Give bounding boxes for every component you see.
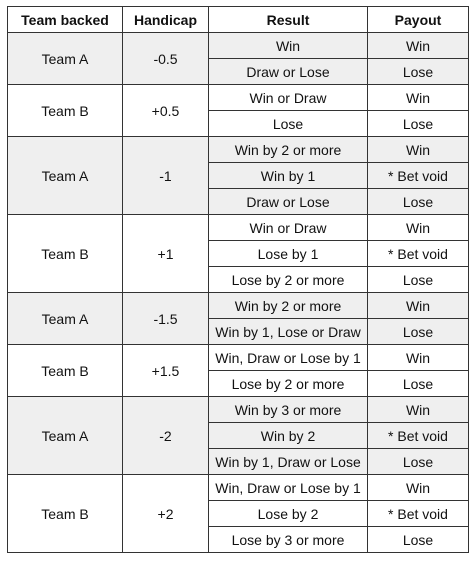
- payout-cell: Win: [368, 137, 469, 163]
- payout-cell: Win: [368, 345, 469, 371]
- handicap-cell: -2: [123, 397, 209, 475]
- team-backed-cell: Team A: [8, 137, 123, 215]
- result-cell: Lose: [209, 111, 368, 137]
- table-body: [8, 33, 469, 553]
- handicap-table: [7, 6, 469, 553]
- payout-cell: Win: [368, 215, 469, 241]
- result-cell: Win: [209, 33, 368, 59]
- header-result: Result: [209, 7, 368, 33]
- result-cell: Win by 2 or more: [209, 293, 368, 319]
- team-backed-cell: Team B: [8, 85, 123, 137]
- team-backed-cell: Team B: [8, 345, 123, 397]
- handicap-cell: +0.5: [123, 85, 209, 137]
- table-row: [8, 475, 469, 501]
- handicap-cell: -0.5: [123, 33, 209, 85]
- team-backed-cell: Team A: [8, 33, 123, 85]
- payout-cell: Lose: [368, 267, 469, 293]
- result-cell: Draw or Lose: [209, 189, 368, 215]
- handicap-cell: -1.5: [123, 293, 209, 345]
- payout-cell: * Bet void: [368, 423, 469, 449]
- header-payout: Payout: [368, 7, 469, 33]
- payout-cell: * Bet void: [368, 241, 469, 267]
- table-row: [8, 345, 469, 371]
- payout-cell: Lose: [368, 527, 469, 553]
- table-row: [8, 293, 469, 319]
- payout-cell: Lose: [368, 319, 469, 345]
- result-cell: Win by 2 or more: [209, 137, 368, 163]
- result-cell: Win or Draw: [209, 215, 368, 241]
- header-handicap: Handicap: [123, 7, 209, 33]
- team-backed-cell: Team B: [8, 475, 123, 553]
- table-row: [8, 33, 469, 59]
- team-backed-cell: Team A: [8, 293, 123, 345]
- table-row: [8, 215, 469, 241]
- payout-cell: Win: [368, 397, 469, 423]
- payout-cell: Win: [368, 33, 469, 59]
- payout-cell: Lose: [368, 59, 469, 85]
- header-row: [8, 7, 469, 33]
- result-cell: Win or Draw: [209, 85, 368, 111]
- payout-cell: Win: [368, 85, 469, 111]
- header-team-backed: Team backed: [8, 7, 123, 33]
- payout-cell: Lose: [368, 111, 469, 137]
- handicap-cell: -1: [123, 137, 209, 215]
- result-cell: Win by 3 or more: [209, 397, 368, 423]
- team-backed-cell: Team A: [8, 397, 123, 475]
- result-cell: Win, Draw or Lose by 1: [209, 475, 368, 501]
- result-cell: Lose by 2 or more: [209, 371, 368, 397]
- table-row: [8, 85, 469, 111]
- handicap-cell: +1: [123, 215, 209, 293]
- payout-cell: * Bet void: [368, 501, 469, 527]
- handicap-cell: +2: [123, 475, 209, 553]
- result-cell: Win by 1: [209, 163, 368, 189]
- result-cell: Draw or Lose: [209, 59, 368, 85]
- payout-cell: Win: [368, 475, 469, 501]
- result-cell: Win by 2: [209, 423, 368, 449]
- result-cell: Win by 1, Draw or Lose: [209, 449, 368, 475]
- payout-cell: Lose: [368, 449, 469, 475]
- payout-cell: Lose: [368, 371, 469, 397]
- handicap-cell: +1.5: [123, 345, 209, 397]
- result-cell: Lose by 2 or more: [209, 267, 368, 293]
- result-cell: Lose by 1: [209, 241, 368, 267]
- payout-cell: Lose: [368, 189, 469, 215]
- result-cell: Lose by 3 or more: [209, 527, 368, 553]
- team-backed-cell: Team B: [8, 215, 123, 293]
- table-row: [8, 137, 469, 163]
- result-cell: Win by 1, Lose or Draw: [209, 319, 368, 345]
- table-row: [8, 397, 469, 423]
- payout-cell: * Bet void: [368, 163, 469, 189]
- payout-cell: Win: [368, 293, 469, 319]
- result-cell: Lose by 2: [209, 501, 368, 527]
- result-cell: Win, Draw or Lose by 1: [209, 345, 368, 371]
